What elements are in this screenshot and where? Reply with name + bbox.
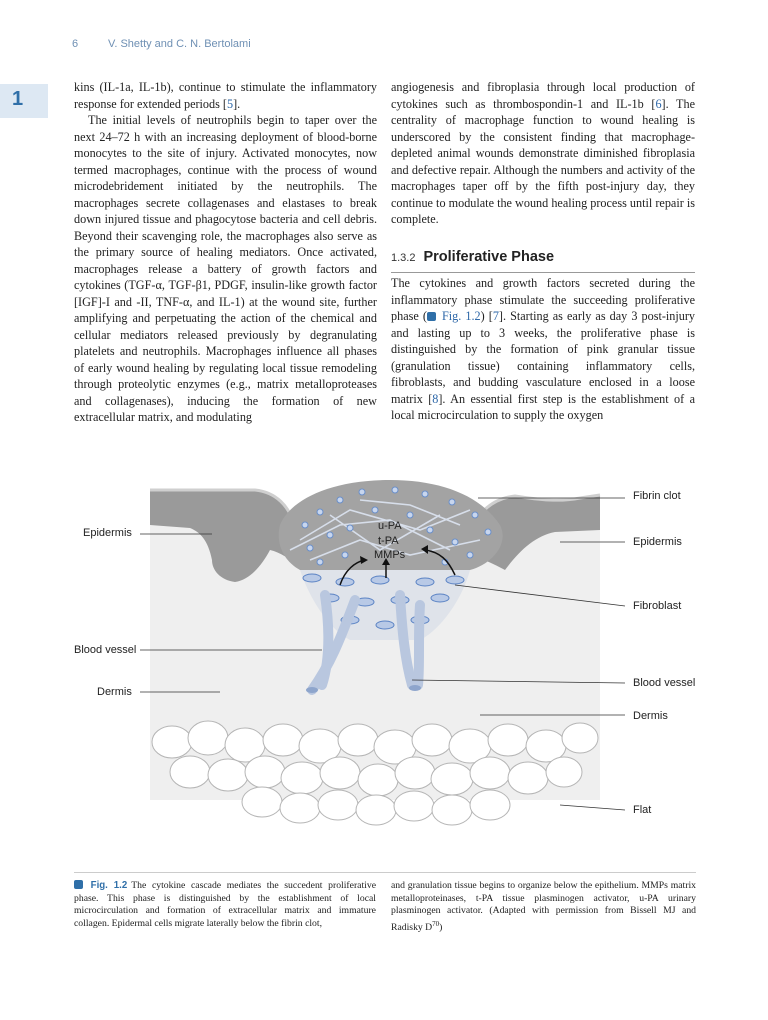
label-upa: u-PA (378, 520, 402, 532)
text-span: kins (IL-1a, IL-1b), continue to stimulate the inflammatory response for extended periods [ (74, 80, 377, 111)
text-span: The cytokines and growth factors secreted during the inflammatory phase stimulate the succeeding proliferative phase ( (391, 276, 695, 323)
section-heading (391, 248, 695, 273)
text-span: ) [ (480, 309, 493, 323)
text-span: ]. The centrality of macrophage function to wound healing is underscored by the consistent finding that macrophage-depleted animal wounds demonstrate diminished fibroplasia and defective repair. Although the numbers and activity of the macrophages taper off by the fifth post-injury day, they continue to modulate the wound healing process until repair is complete. (391, 96, 695, 226)
figure-caption-right (391, 880, 696, 935)
paragraph (391, 275, 695, 424)
figure-link[interactable]: Fig. 1.2 (441, 309, 481, 323)
text-span: angiogenesis and fibroplasia through local production of cytokines such as thrombospondin-1 and IL-1b [ (391, 80, 695, 111)
label-dermis-right: Dermis (633, 710, 668, 722)
section-number: 1.3.2 (391, 252, 416, 264)
label-dermis-left: Dermis (97, 686, 132, 698)
chapter-number: 1 (12, 88, 24, 110)
text-span: ]. (233, 96, 241, 111)
text-column-left (74, 79, 377, 426)
citation-link[interactable]: 6 (655, 96, 662, 111)
section-title: Proliferative Phase (423, 249, 555, 265)
label-epidermis-left: Epidermis (83, 527, 132, 539)
label-tpa: t-PA (378, 535, 399, 547)
fat-lobules (152, 721, 598, 825)
running-header (72, 38, 251, 50)
label-fibrin-clot: Fibrin clot (633, 490, 681, 502)
citation-link[interactable]: 7 (492, 309, 499, 323)
label-fibroblast: Fibroblast (633, 600, 682, 612)
label-blood-vessel-right: Blood vessel (633, 677, 696, 689)
caption-divider (74, 872, 696, 873)
label-flat: Flat (633, 804, 652, 816)
label-blood-vessel-left: Blood vessel (74, 644, 137, 656)
label-mmps: MMPs (374, 549, 406, 561)
citation-link[interactable]: 5 (226, 96, 234, 111)
citation-link[interactable]: 8 (432, 391, 439, 406)
figure-caption-label: Fig. 1.2 (90, 880, 128, 891)
text-span: ]. Starting as early as day 3 post-injury and lasting up to 3 weeks, the proliferative phase is distinguished by the formation of pink granular tissue (granulation tissue) containing inflammatory cells, fibroblasts, and budding vasculature enclosed in a loose matrix [ (391, 309, 695, 406)
figure-reference-icon (427, 312, 436, 321)
figure-wound-healing (0, 470, 768, 875)
text-column-right-bottom (391, 275, 695, 424)
caption-text: The cytokine cascade mediates the succedent proliferative phase. This phase is distinguished by the establishment of local microcirculation and formation of extracellular matrix and immature collagen. Epidermal cells migrate laterally below the fibrin clot, (74, 880, 376, 929)
figure-caption-left (74, 880, 376, 930)
chapter-tab (0, 84, 48, 118)
paragraph: The initial levels of neutrophils begin to taper over the next 24–72 h with an increasing deployment of blood-borne monocytes to the site of injury. Activated monocytes, now termed macrophages, continue with the process of wound microdebridement initiated by the neutrophils. The macrophages secrete collagenases and elastases to break down injured tissue and phagocytose bacteria and cell debris. Beyond their scavenging role, the macrophages also serve as the primary source of healing mediators. Once activated, macrophages release a battery of growth factors and cytokines (TGF-α, TGF-β1, PDGF, insulin-like growth factor [IGF]-I and -II, TNF-α, and IL-1) at the wound site, further amplifying and perpetuating the action of the chemical and cellular mediators released previously by degranulating platelets and neutrophils. Macrophages influence all phases of early wound healing by regulating local tissue remodeling through proteolytic enzymes (e.g., matrix metalloproteases and collagenases), inducing the formation of new extracellular matrix, and modulating (74, 113, 377, 424)
text-span: ]. An essential first step is the establishment of a local microcirculation to supply the oxygen (391, 391, 695, 422)
label-epidermis-right: Epidermis (633, 536, 682, 548)
page-number: 6 (72, 38, 79, 50)
caption-text: and granulation tissue begins to organize below the epithelium. MMPs matrix metalloproteinases, t-PA tissue plasminogen activator, u-PA urinary plasminogen activator. (Adapted with permission from Bissell MJ and Radisky D (391, 880, 696, 934)
figure-caption-icon (74, 880, 83, 889)
paragraph (391, 79, 695, 228)
text-column-right-top (391, 79, 695, 228)
caption-text: ) (439, 922, 443, 934)
running-header-authors: V. Shetty and C. N. Bertolami (108, 38, 251, 50)
caption-superscript: 70 (432, 919, 440, 928)
paragraph (74, 79, 377, 112)
